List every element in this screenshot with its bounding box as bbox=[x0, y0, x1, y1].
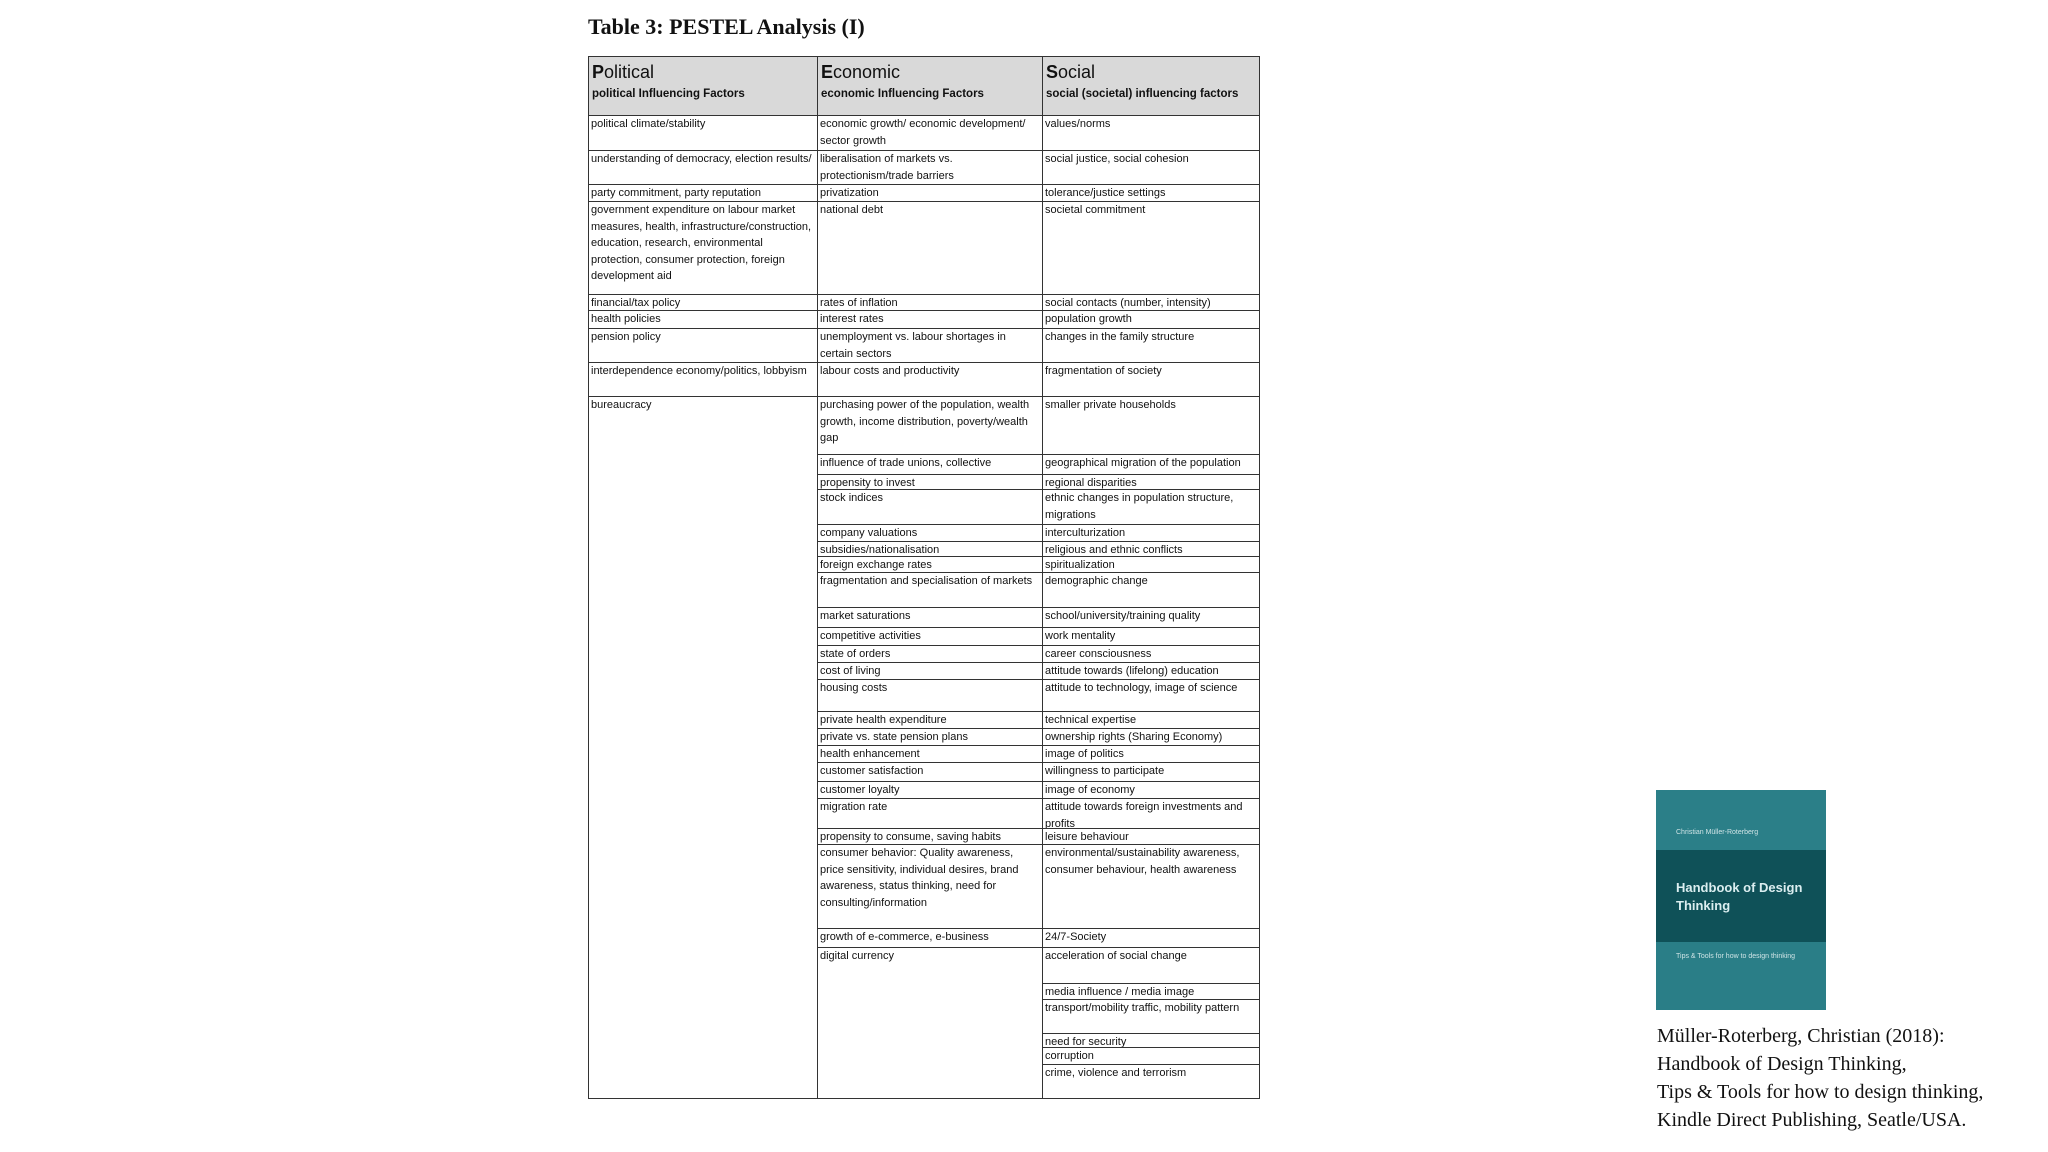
economic-factor-cell: influence of trade unions, collective bbox=[820, 457, 992, 469]
economic-factor-cell: interest rates bbox=[820, 313, 884, 325]
political-factor-cell: pension policy bbox=[591, 331, 661, 343]
social-factor-cell: demographic change bbox=[1045, 575, 1148, 587]
economic-factor-cell: liberalisation of markets vs. protectionism/trade barriers bbox=[820, 153, 956, 182]
social-factor-cell: media influence / media image bbox=[1045, 986, 1195, 998]
social-factor-cell: social contacts (number, intensity) bbox=[1045, 297, 1211, 309]
header-political-sub: political Influencing Factors bbox=[592, 88, 745, 100]
economic-factor-cell: private health expenditure bbox=[820, 714, 947, 726]
social-factor-cell: ethnic changes in population structure, migrations bbox=[1045, 492, 1237, 521]
political-factor-cell: health policies bbox=[591, 313, 661, 325]
book-cover bbox=[1656, 790, 1826, 1010]
table-header bbox=[589, 57, 1259, 116]
social-factor-cell: acceleration of social change bbox=[1045, 950, 1187, 962]
economic-factor-cell: propensity to consume, saving habits bbox=[820, 831, 1001, 843]
social-factor-cell: spiritualization bbox=[1045, 559, 1115, 571]
social-factor-cell: work mentality bbox=[1045, 630, 1116, 642]
social-factor-cell: changes in the family structure bbox=[1045, 331, 1195, 343]
header-social bbox=[1043, 57, 1259, 115]
social-factor-cell: image of economy bbox=[1045, 784, 1135, 796]
social-factor-cell: attitude towards (lifelong) education bbox=[1045, 665, 1219, 677]
header-political-initial: P bbox=[592, 62, 605, 82]
book-author: Christian Müller-Roterberg bbox=[1676, 829, 1759, 836]
social-factor-cell: need for security bbox=[1045, 1036, 1127, 1047]
social-factor-cell: attitude to technology, image of science bbox=[1045, 682, 1238, 694]
header-social-initial: S bbox=[1046, 62, 1059, 82]
citation-line: Müller-Roterberg, Christian (2018): bbox=[1657, 1025, 1945, 1047]
citation bbox=[1657, 1022, 1983, 1134]
economic-factor-cell: private vs. state pension plans bbox=[820, 731, 968, 743]
social-factor-cell: religious and ethnic conflicts bbox=[1045, 544, 1183, 556]
economic-factor-cell: state of orders bbox=[820, 648, 891, 660]
header-political bbox=[589, 57, 817, 115]
economic-factor-cell: housing costs bbox=[820, 682, 888, 694]
social-factor-cell: interculturization bbox=[1045, 527, 1126, 539]
book-cover-band bbox=[1656, 790, 1826, 850]
social-factor-cell: willingness to participate bbox=[1045, 765, 1165, 777]
economic-factor-cell: unemployment vs. labour shortages in certain sectors bbox=[820, 331, 1009, 360]
economic-factor-cell: market saturations bbox=[820, 610, 911, 622]
economic-factor-cell: foreign exchange rates bbox=[820, 559, 932, 571]
political-factor-cell: financial/tax policy bbox=[591, 297, 681, 309]
economic-factor-cell: labour costs and productivity bbox=[820, 365, 960, 377]
social-factor-cell: societal commitment bbox=[1045, 204, 1146, 216]
economic-factor-cell: company valuations bbox=[820, 527, 918, 539]
social-factor-cell: tolerance/justice settings bbox=[1045, 187, 1166, 199]
economic-factor-cell: national debt bbox=[820, 204, 883, 216]
header-economic-rest: conomic bbox=[833, 62, 901, 82]
social-factor-cell: crime, violence and terrorism bbox=[1045, 1067, 1187, 1079]
header-economic bbox=[818, 57, 1042, 115]
table-title: Table 3: PESTEL Analysis (I) bbox=[588, 14, 865, 39]
economic-factor-cell: economic growth/ economic development/ sector growth bbox=[820, 118, 1029, 147]
social-factor-cell: career consciousness bbox=[1045, 648, 1152, 660]
citation-line: Handbook of Design Thinking, bbox=[1657, 1053, 1907, 1075]
economic-factor-cell: customer loyalty bbox=[820, 784, 900, 796]
social-factor-cell: transport/mobility traffic, mobility pattern bbox=[1045, 1002, 1240, 1014]
header-economic-initial: E bbox=[821, 62, 834, 82]
header-social-sub: social (societal) influencing factors bbox=[1046, 88, 1239, 100]
social-factor-cell: attitude towards foreign investments and profits bbox=[1045, 801, 1246, 828]
economic-factor-cell: health enhancement bbox=[820, 748, 920, 760]
economic-factor-cell: migration rate bbox=[820, 801, 888, 813]
economic-factor-cell: propensity to invest bbox=[820, 477, 915, 489]
economic-factor-cell: subsidies/nationalisation bbox=[820, 544, 940, 556]
social-factor-cell: environmental/sustainability awareness, consumer behaviour, health awareness bbox=[1045, 847, 1243, 876]
political-factor-cell: government expenditure on labour market measures, health, infrastructure/construction, education, research, environmental protection, consumer protection, foreign development aid bbox=[591, 204, 815, 282]
citation-line: Kindle Direct Publishing, Seatle/USA. bbox=[1657, 1109, 1967, 1131]
economic-factor-cell: cost of living bbox=[820, 665, 881, 677]
header-economic-sub: economic Influencing Factors bbox=[821, 88, 984, 100]
social-factor-cell: 24/7-Society bbox=[1045, 931, 1107, 943]
social-factor-cell: social justice, social cohesion bbox=[1045, 153, 1189, 165]
economic-factor-cell: fragmentation and specialisation of markets bbox=[820, 575, 1033, 587]
economic-factor-cell: competitive activities bbox=[820, 630, 921, 642]
header-political-rest: olitical bbox=[604, 62, 655, 82]
economic-factor-cell: digital currency bbox=[820, 950, 894, 962]
social-factor-cell: geographical migration of the population bbox=[1045, 457, 1241, 469]
economic-factor-cell: growth of e-commerce, e-business bbox=[820, 931, 989, 943]
social-factor-cell: technical expertise bbox=[1045, 714, 1137, 726]
economic-factor-cell: rates of inflation bbox=[820, 297, 898, 309]
economic-factor-cell: consumer behavior: Quality awareness, price sensitivity, individual desires, brand awareness, status thinking, need for consulting/information bbox=[820, 847, 1022, 909]
social-factor-cell: population growth bbox=[1045, 313, 1132, 325]
citation-line: Tips & Tools for how to design thinking, bbox=[1657, 1081, 1984, 1103]
book-title: Handbook of Design Thinking bbox=[1676, 880, 1803, 913]
social-factor-cell: ownership rights (Sharing Economy) bbox=[1045, 731, 1223, 743]
political-factor-cell: understanding of democracy, election results/ bbox=[591, 153, 812, 165]
book-subtitle: Tips & Tools for how to design thinking bbox=[1676, 953, 1796, 960]
political-factor-cell: party commitment, party reputation bbox=[591, 187, 761, 199]
social-factor-cell: smaller private households bbox=[1045, 399, 1176, 411]
economic-factor-cell: purchasing power of the population, wealth growth, income distribution, poverty/wealth gap bbox=[820, 399, 1033, 444]
header-social-rest: ocial bbox=[1058, 62, 1096, 82]
social-factor-cell: values/norms bbox=[1045, 118, 1111, 130]
social-factor-cell: regional disparities bbox=[1045, 477, 1137, 489]
social-factor-cell: leisure behaviour bbox=[1045, 831, 1129, 843]
social-factor-cell: school/university/training quality bbox=[1045, 610, 1201, 622]
pestel-table bbox=[588, 56, 1260, 1099]
political-factor-cell: bureaucracy bbox=[591, 399, 652, 411]
economic-factor-cell: customer satisfaction bbox=[820, 765, 924, 777]
social-factor-cell: fragmentation of society bbox=[1045, 365, 1162, 377]
political-factor-cell: interdependence economy/politics, lobbyism bbox=[591, 365, 807, 377]
economic-factor-cell: privatization bbox=[820, 187, 879, 199]
social-factor-cell: corruption bbox=[1045, 1050, 1094, 1062]
economic-factor-cell: stock indices bbox=[820, 492, 883, 504]
social-factor-cell: image of politics bbox=[1045, 748, 1124, 760]
political-factor-cell: political climate/stability bbox=[591, 118, 706, 130]
